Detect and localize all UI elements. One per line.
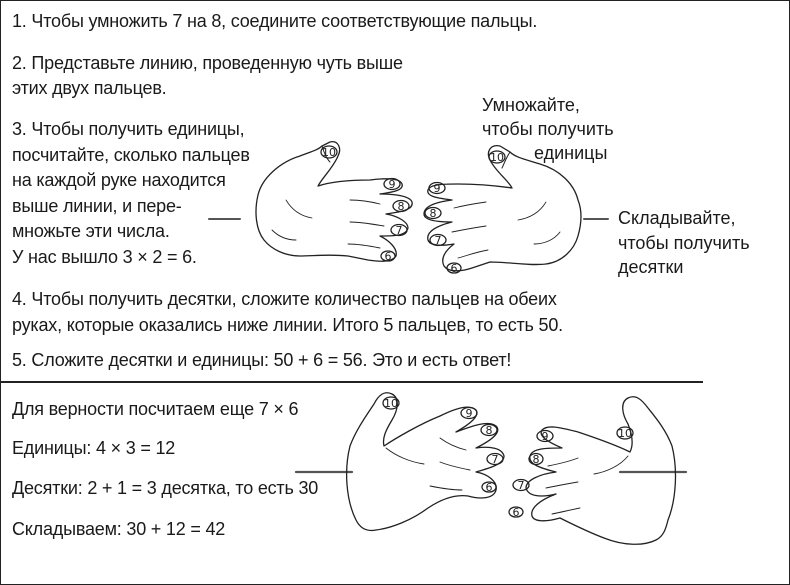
- step-3-line-3: на каждой руке находится: [12, 170, 226, 190]
- bl-finger-10: 10: [384, 397, 398, 410]
- bl-finger-8: 8: [485, 424, 493, 437]
- bottom-right-hand: [509, 397, 686, 545]
- tl-finger-8: 8: [397, 200, 405, 213]
- step-1: 1. Чтобы умножить 7 на 8, соедините соответствующие пальцы.: [12, 11, 538, 31]
- add-label-line-3: десятки: [618, 257, 684, 277]
- tr-finger-7: 7: [434, 234, 442, 247]
- br-finger-10: 10: [618, 427, 632, 440]
- top-right-hand: [424, 146, 608, 273]
- multiply-label-line-1: Умножайте,: [482, 95, 580, 115]
- tr-finger-9: 9: [433, 182, 441, 195]
- br-finger-7: 7: [517, 479, 525, 492]
- br-finger-9: 9: [541, 430, 549, 443]
- check-line-3: Десятки: 2 + 1 = 3 десятка, то есть 30: [12, 478, 319, 498]
- add-label-line-2: чтобы получить: [618, 233, 750, 253]
- multiply-label-line-3: единицы: [534, 143, 608, 163]
- step-3-line-5: множьте эти числа.: [12, 221, 170, 241]
- step-4-line-2: руках, которые оказались ниже линии. Итого 5 пальцев, то есть 50.: [12, 315, 563, 335]
- step-5: 5. Сложите десятки и единицы: 50 + 6 = 56. Это и есть ответ!: [12, 350, 512, 370]
- check-line-2: Единицы: 4 × 3 = 12: [12, 438, 176, 458]
- tl-finger-7: 7: [395, 224, 403, 237]
- bottom-left-hand: [296, 393, 504, 531]
- bl-finger-7: 7: [491, 453, 499, 466]
- br-finger-6: 6: [512, 506, 520, 519]
- br-finger-8: 8: [532, 453, 540, 466]
- tr-finger-10: 10: [490, 151, 504, 164]
- check-line-1: Для верности посчитаем еще 7 × 6: [12, 399, 299, 419]
- tr-finger-8: 8: [429, 207, 437, 220]
- tl-finger-9: 9: [388, 178, 396, 191]
- step-4-line-1: 4. Чтобы получить десятки, сложите количество пальцев на обеих: [12, 289, 557, 309]
- step-3-line-6: У нас вышло 3 × 2 = 6.: [12, 247, 197, 267]
- check-line-4: Складываем: 30 + 12 = 42: [12, 519, 226, 539]
- top-left-hand: [209, 142, 412, 262]
- bl-finger-9: 9: [465, 407, 473, 420]
- bl-finger-6: 6: [485, 481, 493, 494]
- add-label-line-1: Складывайте,: [618, 208, 736, 228]
- tl-finger-10: 10: [322, 146, 336, 159]
- step-3-line-2: посчитайте, сколько пальцев: [12, 145, 250, 165]
- step-3-line-1: 3. Чтобы получить единицы,: [12, 119, 245, 139]
- tl-finger-6: 6: [384, 250, 392, 263]
- step-2-line-1: 2. Представьте линию, проведенную чуть выше: [12, 53, 403, 73]
- multiply-label-line-2: чтобы получить: [482, 119, 614, 139]
- tr-finger-6: 6: [450, 262, 458, 275]
- step-3-line-4: выше линии, и пере-: [12, 196, 182, 216]
- step-2-line-2: этих двух пальцев.: [12, 78, 167, 98]
